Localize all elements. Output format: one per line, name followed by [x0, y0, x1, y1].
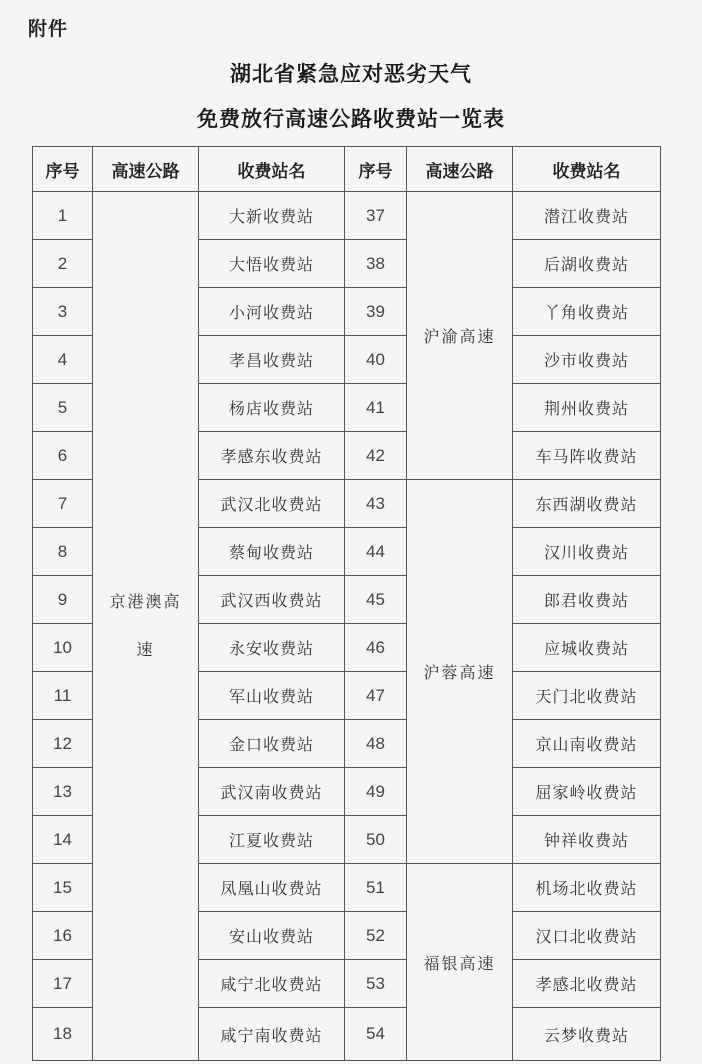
row-number: 40 [345, 336, 407, 384]
toll-station-name: 郎君收费站 [513, 576, 661, 624]
row-number: 42 [345, 432, 407, 480]
row-number: 7 [33, 480, 93, 528]
toll-station-name: 应城收费站 [513, 624, 661, 672]
row-number: 3 [33, 288, 93, 336]
highway-name: 沪渝高速 [407, 192, 513, 480]
toll-station-name: 江夏收费站 [199, 816, 345, 864]
header-highway-right: 高速公路 [407, 147, 513, 192]
toll-station-table [32, 146, 661, 1061]
highway-name: 京港澳高速 [93, 192, 199, 1061]
highway-name: 沪蓉高速 [407, 480, 513, 864]
toll-station-name: 孝昌收费站 [199, 336, 345, 384]
toll-station-name: 钟祥收费站 [513, 816, 661, 864]
toll-station-name: 金口收费站 [199, 720, 345, 768]
toll-station-name: 大悟收费站 [199, 240, 345, 288]
row-number: 50 [345, 816, 407, 864]
toll-station-name: 大新收费站 [199, 192, 345, 240]
toll-station-name: 武汉南收费站 [199, 768, 345, 816]
toll-station-name: 孝感北收费站 [513, 960, 661, 1008]
toll-station-name: 杨店收费站 [199, 384, 345, 432]
toll-station-name: 京山南收费站 [513, 720, 661, 768]
document-title-line-1: 湖北省紧急应对恶劣天气 [230, 61, 472, 86]
row-number: 2 [33, 240, 93, 288]
toll-station-name: 车马阵收费站 [513, 432, 661, 480]
row-number: 43 [345, 480, 407, 528]
row-number: 16 [33, 912, 93, 960]
table-header-row [33, 147, 661, 192]
row-number: 46 [345, 624, 407, 672]
toll-station-name: 丫角收费站 [513, 288, 661, 336]
toll-station-name: 安山收费站 [199, 912, 345, 960]
toll-station-name: 后湖收费站 [513, 240, 661, 288]
row-number: 15 [33, 864, 93, 912]
toll-station-name: 武汉西收费站 [199, 576, 345, 624]
header-station-right: 收费站名 [513, 147, 661, 192]
toll-station-name: 咸宁南收费站 [199, 1008, 345, 1061]
row-number: 1 [33, 192, 93, 240]
toll-station-name: 孝感东收费站 [199, 432, 345, 480]
toll-station-name: 屈家岭收费站 [513, 768, 661, 816]
toll-station-name: 天门北收费站 [513, 672, 661, 720]
toll-station-name: 永安收费站 [199, 624, 345, 672]
row-number: 4 [33, 336, 93, 384]
row-number: 47 [345, 672, 407, 720]
header-highway-left: 高速公路 [93, 147, 199, 192]
toll-station-name: 军山收费站 [199, 672, 345, 720]
table-row [33, 192, 661, 240]
attachment-label: 附件 [28, 18, 69, 40]
toll-station-name: 蔡甸收费站 [199, 528, 345, 576]
row-number: 10 [33, 624, 93, 672]
toll-station-name: 潜江收费站 [513, 192, 661, 240]
header-no-right: 序号 [345, 147, 407, 192]
toll-station-name: 咸宁北收费站 [199, 960, 345, 1008]
toll-station-name: 机场北收费站 [513, 864, 661, 912]
row-number: 44 [345, 528, 407, 576]
row-number: 39 [345, 288, 407, 336]
header-station-left: 收费站名 [199, 147, 345, 192]
toll-station-name: 云梦收费站 [513, 1008, 661, 1061]
row-number: 52 [345, 912, 407, 960]
row-number: 13 [33, 768, 93, 816]
row-number: 11 [33, 672, 93, 720]
row-number: 9 [33, 576, 93, 624]
toll-station-name: 沙市收费站 [513, 336, 661, 384]
row-number: 6 [33, 432, 93, 480]
toll-station-name: 汉川收费站 [513, 528, 661, 576]
toll-station-name: 凤凰山收费站 [199, 864, 345, 912]
header-no-left: 序号 [33, 147, 93, 192]
toll-station-name: 荆州收费站 [513, 384, 661, 432]
row-number: 18 [33, 1008, 93, 1061]
row-number: 48 [345, 720, 407, 768]
toll-station-name: 东西湖收费站 [513, 480, 661, 528]
row-number: 51 [345, 864, 407, 912]
toll-station-name: 汉口北收费站 [513, 912, 661, 960]
row-number: 45 [345, 576, 407, 624]
row-number: 14 [33, 816, 93, 864]
row-number: 8 [33, 528, 93, 576]
row-number: 37 [345, 192, 407, 240]
row-number: 53 [345, 960, 407, 1008]
row-number: 54 [345, 1008, 407, 1061]
row-number: 5 [33, 384, 93, 432]
row-number: 49 [345, 768, 407, 816]
document-title-line-2: 免费放行高速公路收费站一览表 [197, 106, 505, 131]
toll-station-name: 武汉北收费站 [199, 480, 345, 528]
highway-name: 福银高速 [407, 864, 513, 1061]
row-number: 12 [33, 720, 93, 768]
row-number: 38 [345, 240, 407, 288]
toll-station-name: 小河收费站 [199, 288, 345, 336]
row-number: 41 [345, 384, 407, 432]
row-number: 17 [33, 960, 93, 1008]
